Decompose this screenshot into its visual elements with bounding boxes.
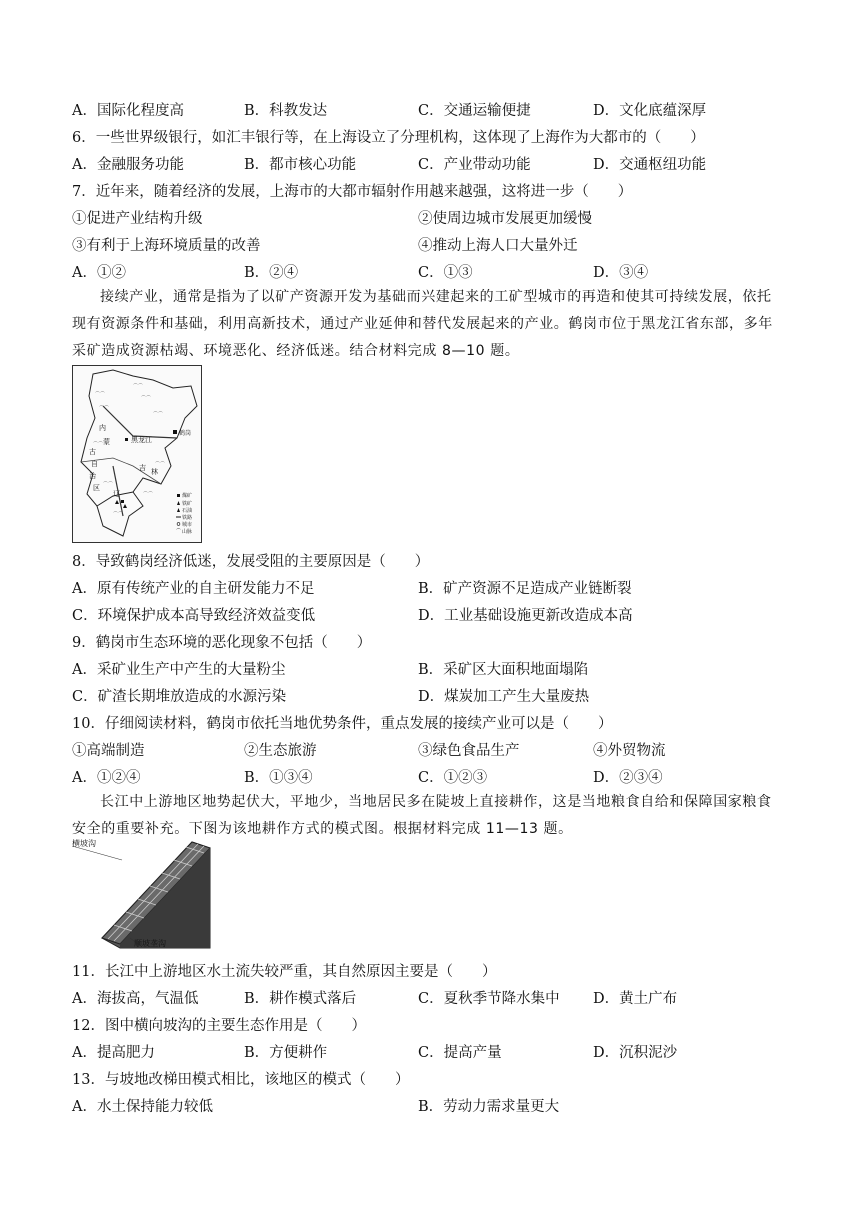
- map-label-c4: 自: [91, 460, 98, 468]
- q8-option-c[interactable]: C．环境保护成本高导致经济效益变低: [72, 608, 316, 624]
- q5-option-d[interactable]: D．文化底蕴深厚: [593, 103, 707, 119]
- q10-option-d[interactable]: D．②③④: [593, 770, 663, 786]
- svg-text:⌒⌒: ⌒⌒: [95, 392, 106, 398]
- q11-option-c[interactable]: C．夏秋季节降水集中: [418, 991, 560, 1007]
- q10-item-3: ③绿色食品生产: [418, 743, 520, 759]
- map-label-c8: 林: [151, 468, 158, 476]
- q10-option-c[interactable]: C．①②③: [418, 770, 488, 786]
- svg-text:⌒⌒: ⌒⌒: [113, 512, 124, 518]
- passage-heavy-industry: 接续产业，通常是指为了以矿产资源开发为基础而兴建起来的工矿型城市的再造和使其可持续发展，依托现有资源条件和基础，利用高新技术，通过产业延伸和替代发展起来的产业。鹤岗市位于黑龙江省东部，多年采矿造成资源枯竭、环境恶化、经济低迷。结合材料完成 8—10 题。: [72, 289, 773, 359]
- svg-text:⌒⌒: ⌒⌒: [155, 462, 166, 468]
- q8-stem: 8．导致鹤岗经济低迷，发展受阻的主要原因是（ ）: [72, 554, 430, 570]
- q7-option-a[interactable]: A．①②: [72, 265, 126, 281]
- slope-farming-diagram: [72, 838, 222, 950]
- q5-option-a[interactable]: A．国际化程度高: [72, 103, 184, 119]
- q7-item-1: ①促进产业结构升级: [72, 211, 203, 227]
- q6-option-d[interactable]: D．交通枢纽功能: [593, 157, 707, 173]
- q7-item-3: ③有利于上海环境质量的改善: [72, 238, 261, 254]
- svg-text:⌒⌒: ⌒⌒: [141, 396, 152, 402]
- q7-item-4: ④推动上海人口大量外迁: [418, 238, 578, 254]
- hegang-city-marker: [173, 430, 177, 434]
- q7-option-c[interactable]: C．①③: [418, 265, 473, 281]
- q9-option-a[interactable]: A．采矿业生产中产生的大量粉尘: [72, 662, 286, 678]
- map-legend: [176, 492, 192, 535]
- q13-stem: 13．与坡地改梯田模式相比，该地区的模式（ ）: [72, 1072, 410, 1088]
- q12-option-d[interactable]: D．沉积泥沙: [593, 1045, 678, 1061]
- q7-stem: 7．近年来，随着经济的发展，上海市的大都市辐射作用越来越强，这将进一步（ ）: [72, 184, 633, 200]
- q7-option-b[interactable]: B．②④: [244, 265, 299, 281]
- svg-text:铁矿: 铁矿: [182, 501, 193, 507]
- map-figure: [73, 366, 201, 542]
- q11-stem: 11．长江中上游地区水土流失较严重，其自然原因主要是（ ）: [72, 964, 497, 980]
- q6-option-c[interactable]: C．产业带动功能: [418, 157, 531, 173]
- svg-text:⌒⌒: ⌒⌒: [143, 492, 154, 498]
- q8-option-a[interactable]: A．原有传统产业的自主研发能力不足: [72, 581, 315, 597]
- map-label-c2: 蒙: [103, 438, 110, 446]
- map-label-city: 鹤岗: [179, 430, 192, 437]
- q6-stem: 6．一些世界级银行，如汇丰银行等，在上海设立了分理机构，这体现了上海作为大都市的（ ）: [72, 130, 705, 146]
- svg-text:山脉: 山脉: [182, 529, 193, 535]
- q10-item-1: ①高端制造: [72, 743, 145, 759]
- q10-stem: 10．仔细阅读材料，鹤岗市依托当地优势条件，重点发展的接续产业可以是（ ）: [72, 716, 613, 732]
- q8-option-d[interactable]: D．工业基础设施更新改造成本高: [418, 608, 633, 624]
- q10-item-4: ④外贸物流: [593, 743, 666, 759]
- map-label-c7: 吉: [139, 464, 146, 472]
- svg-text:⌒⌒: ⌒⌒: [103, 482, 114, 488]
- map-label-c5: 治: [89, 472, 96, 480]
- q9-option-c[interactable]: C．矿渣长期堆放造成的水源污染: [72, 689, 287, 705]
- svg-text:⌒⌒: ⌒⌒: [93, 442, 104, 448]
- svg-text:铁路: 铁路: [182, 515, 193, 521]
- q7-item-2: ②使周边城市发展更加缓慢: [418, 211, 592, 227]
- q9-option-d[interactable]: D．煤炭加工产生大量废热: [418, 689, 590, 705]
- q9-stem: 9．鹤岗市生态环境的恶化现象不包括（ ）: [72, 635, 372, 651]
- q12-option-b[interactable]: B．方便耕作: [244, 1045, 328, 1061]
- svg-text:煤矿: 煤矿: [182, 493, 193, 499]
- q6-option-a[interactable]: A．金融服务功能: [72, 157, 184, 173]
- map-label-province: 黑龙江: [131, 436, 152, 444]
- passage-slope-farming: 长江中上游地区地势起伏大，平地少，当地居民多在陡坡上直接耕作，这是当地粮食自给和保障国家粮食安全的重要补充。下图为该地耕作方式的模式图。根据材料完成 11—13 题。: [72, 794, 772, 837]
- q12-stem: 12．图中横向坡沟的主要生态作用是（ ）: [72, 1018, 366, 1034]
- svg-text:⌒⌒: ⌒⌒: [133, 384, 144, 390]
- q13-option-a[interactable]: A．水土保持能力较低: [72, 1099, 213, 1115]
- svg-text:⌒⌒: ⌒⌒: [153, 412, 164, 418]
- svg-text:⌒: ⌒: [176, 529, 182, 535]
- q10-item-2: ②生态旅游: [244, 743, 317, 759]
- slope-label-bottom: 顺坡垄沟: [134, 939, 166, 948]
- map-label-c3: 古: [89, 448, 96, 456]
- q11-option-d[interactable]: D．黄土广布: [593, 991, 678, 1007]
- q12-option-a[interactable]: A．提高肥力: [72, 1045, 155, 1061]
- q13-option-b[interactable]: B．劳动力需求量更大: [418, 1099, 560, 1115]
- q5-option-c[interactable]: C．交通运输便捷: [418, 103, 531, 119]
- svg-text:⌒⌒: ⌒⌒: [99, 406, 110, 412]
- map-label-c9: 辽: [113, 490, 120, 498]
- map-label-c6: 区: [93, 484, 100, 492]
- q10-option-a[interactable]: A．①②④: [72, 770, 141, 786]
- q7-option-d[interactable]: D．③④: [593, 265, 649, 281]
- q9-option-b[interactable]: B．采矿区大面积地面塌陷: [418, 662, 589, 678]
- q12-option-c[interactable]: C．提高产量: [418, 1045, 502, 1061]
- svg-text:石油: 石油: [182, 508, 193, 514]
- slope-label-top: 横坡沟: [72, 839, 96, 848]
- q5-option-b[interactable]: B．科教发达: [244, 103, 328, 119]
- q11-option-a[interactable]: A．海拔高，气温低: [72, 991, 199, 1007]
- q8-option-b[interactable]: B．矿产资源不足造成产业链断裂: [418, 581, 632, 597]
- heilongjiang-map: [72, 365, 202, 543]
- q10-option-b[interactable]: B．①③④: [244, 770, 313, 786]
- q6-option-b[interactable]: B．都市核心功能: [244, 157, 357, 173]
- q11-option-b[interactable]: B．耕作模式落后: [244, 991, 357, 1007]
- svg-text:城市: 城市: [182, 522, 193, 528]
- map-label-c1: 内: [99, 424, 106, 432]
